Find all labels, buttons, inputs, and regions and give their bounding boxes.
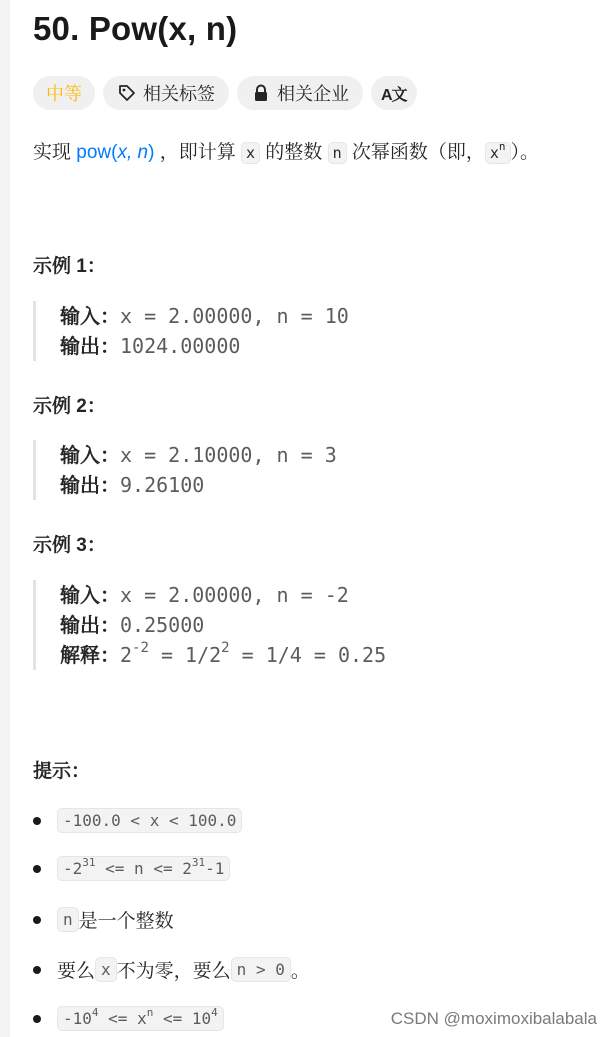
input-label: 输入： bbox=[60, 306, 120, 328]
output-label: 输出： bbox=[60, 615, 120, 637]
hint-text: 是一个整数 bbox=[78, 911, 174, 932]
input-label: 输入： bbox=[60, 585, 120, 607]
lock-icon bbox=[251, 83, 271, 103]
pow-link[interactable] bbox=[76, 142, 154, 163]
example-2-block bbox=[33, 440, 337, 500]
difficulty-label: 中等 bbox=[46, 84, 82, 104]
example-1-heading: 示例 1： bbox=[33, 256, 106, 277]
hint-text: 要么 bbox=[57, 961, 96, 982]
hint-code-part: -1 bbox=[205, 859, 225, 878]
inline-code-n: n bbox=[328, 142, 347, 164]
hint-exponent: 4 bbox=[211, 1005, 218, 1019]
hint-code-part: <= 10 bbox=[153, 1009, 212, 1028]
hint-code bbox=[57, 1006, 224, 1031]
hint-code-part: <= n <= 2 bbox=[95, 859, 192, 878]
example-2-heading: 示例 2： bbox=[33, 396, 106, 417]
hints-heading: 提示： bbox=[33, 761, 91, 782]
intro-text: ，即计算 bbox=[154, 142, 241, 163]
bullet-dot bbox=[33, 1015, 41, 1023]
hint-exponent: 4 bbox=[91, 1005, 99, 1019]
hint-exponent: 31 bbox=[82, 855, 96, 869]
intro-text: 实现 bbox=[33, 142, 77, 163]
difficulty-badge[interactable] bbox=[33, 76, 95, 110]
problem-description bbox=[33, 138, 539, 168]
xn-base: x bbox=[489, 144, 499, 162]
intro-text: ）。 bbox=[510, 142, 540, 163]
inline-code-xn bbox=[485, 142, 511, 164]
left-panel-edge bbox=[0, 0, 10, 1037]
hint-code-part: -10 bbox=[63, 1009, 92, 1028]
input-value: x = 2.00000, n = -2 bbox=[120, 583, 349, 607]
example-3-heading: 示例 3： bbox=[33, 535, 106, 556]
hint-code: x bbox=[95, 957, 117, 982]
inline-code-x: x bbox=[241, 142, 260, 164]
explain-part: = 1/2 bbox=[148, 643, 222, 667]
hint-item bbox=[33, 906, 174, 933]
tag-row bbox=[33, 76, 417, 110]
hint-item bbox=[33, 856, 230, 881]
translate-button[interactable] bbox=[371, 76, 417, 110]
pow-link-pre: pow( bbox=[76, 142, 118, 163]
hint-exponent: 31 bbox=[191, 855, 206, 869]
pow-link-post: ) bbox=[148, 142, 155, 163]
input-label: 输入： bbox=[60, 445, 120, 467]
bullet-dot bbox=[33, 865, 41, 873]
hint-item bbox=[33, 956, 310, 983]
explanation-label: 解释： bbox=[60, 645, 120, 667]
hint-item bbox=[33, 1006, 224, 1031]
explain-exponent: 2 bbox=[221, 640, 230, 657]
tag-icon bbox=[117, 83, 137, 103]
explain-part: = 1/4 = 0.25 bbox=[229, 643, 387, 667]
explanation-value bbox=[120, 640, 387, 667]
related-companies-button[interactable] bbox=[237, 76, 363, 110]
hint-exponent: n bbox=[146, 1005, 154, 1019]
hint-code bbox=[57, 856, 230, 881]
output-label: 输出： bbox=[60, 336, 120, 358]
intro-text: 的整数 bbox=[260, 142, 328, 163]
hint-item bbox=[33, 808, 242, 833]
problem-title: 50. Pow(x, n) bbox=[33, 10, 238, 47]
example-3-block bbox=[33, 580, 386, 670]
explain-exponent: -2 bbox=[132, 640, 149, 657]
example-1-block bbox=[33, 301, 349, 361]
output-label: 输出： bbox=[60, 475, 120, 497]
translate-icon: A文 bbox=[381, 86, 407, 104]
input-value: x = 2.10000, n = 3 bbox=[120, 443, 337, 467]
hint-code: -100.0 < x < 100.0 bbox=[57, 808, 242, 833]
hint-code: n bbox=[57, 907, 79, 932]
related-tags-button[interactable] bbox=[103, 76, 229, 110]
output-value: 9.26100 bbox=[120, 473, 205, 497]
csdn-watermark: CSDN @moximoxibalabala bbox=[390, 1009, 597, 1028]
hint-text: 不为零，要么 bbox=[116, 961, 231, 982]
hint-text: 。 bbox=[290, 961, 310, 982]
intro-text: 次幂函数（即， bbox=[346, 142, 485, 163]
hint-code-part: <= x bbox=[98, 1009, 147, 1028]
bullet-dot bbox=[33, 817, 41, 825]
explain-part: 2 bbox=[120, 643, 133, 667]
related-tags-label: 相关标签 bbox=[143, 84, 215, 104]
input-value: x = 2.00000, n = 10 bbox=[120, 304, 349, 328]
bullet-dot bbox=[33, 916, 41, 924]
related-companies-label: 相关企业 bbox=[277, 84, 349, 104]
output-value: 1024.00000 bbox=[120, 334, 241, 358]
xn-exponent: n bbox=[498, 140, 506, 153]
hint-code-part: -2 bbox=[63, 859, 83, 878]
pow-link-args: x, n bbox=[117, 142, 149, 163]
output-value: 0.25000 bbox=[120, 613, 205, 637]
bullet-dot bbox=[33, 966, 41, 974]
hint-code: n > 0 bbox=[231, 957, 291, 982]
